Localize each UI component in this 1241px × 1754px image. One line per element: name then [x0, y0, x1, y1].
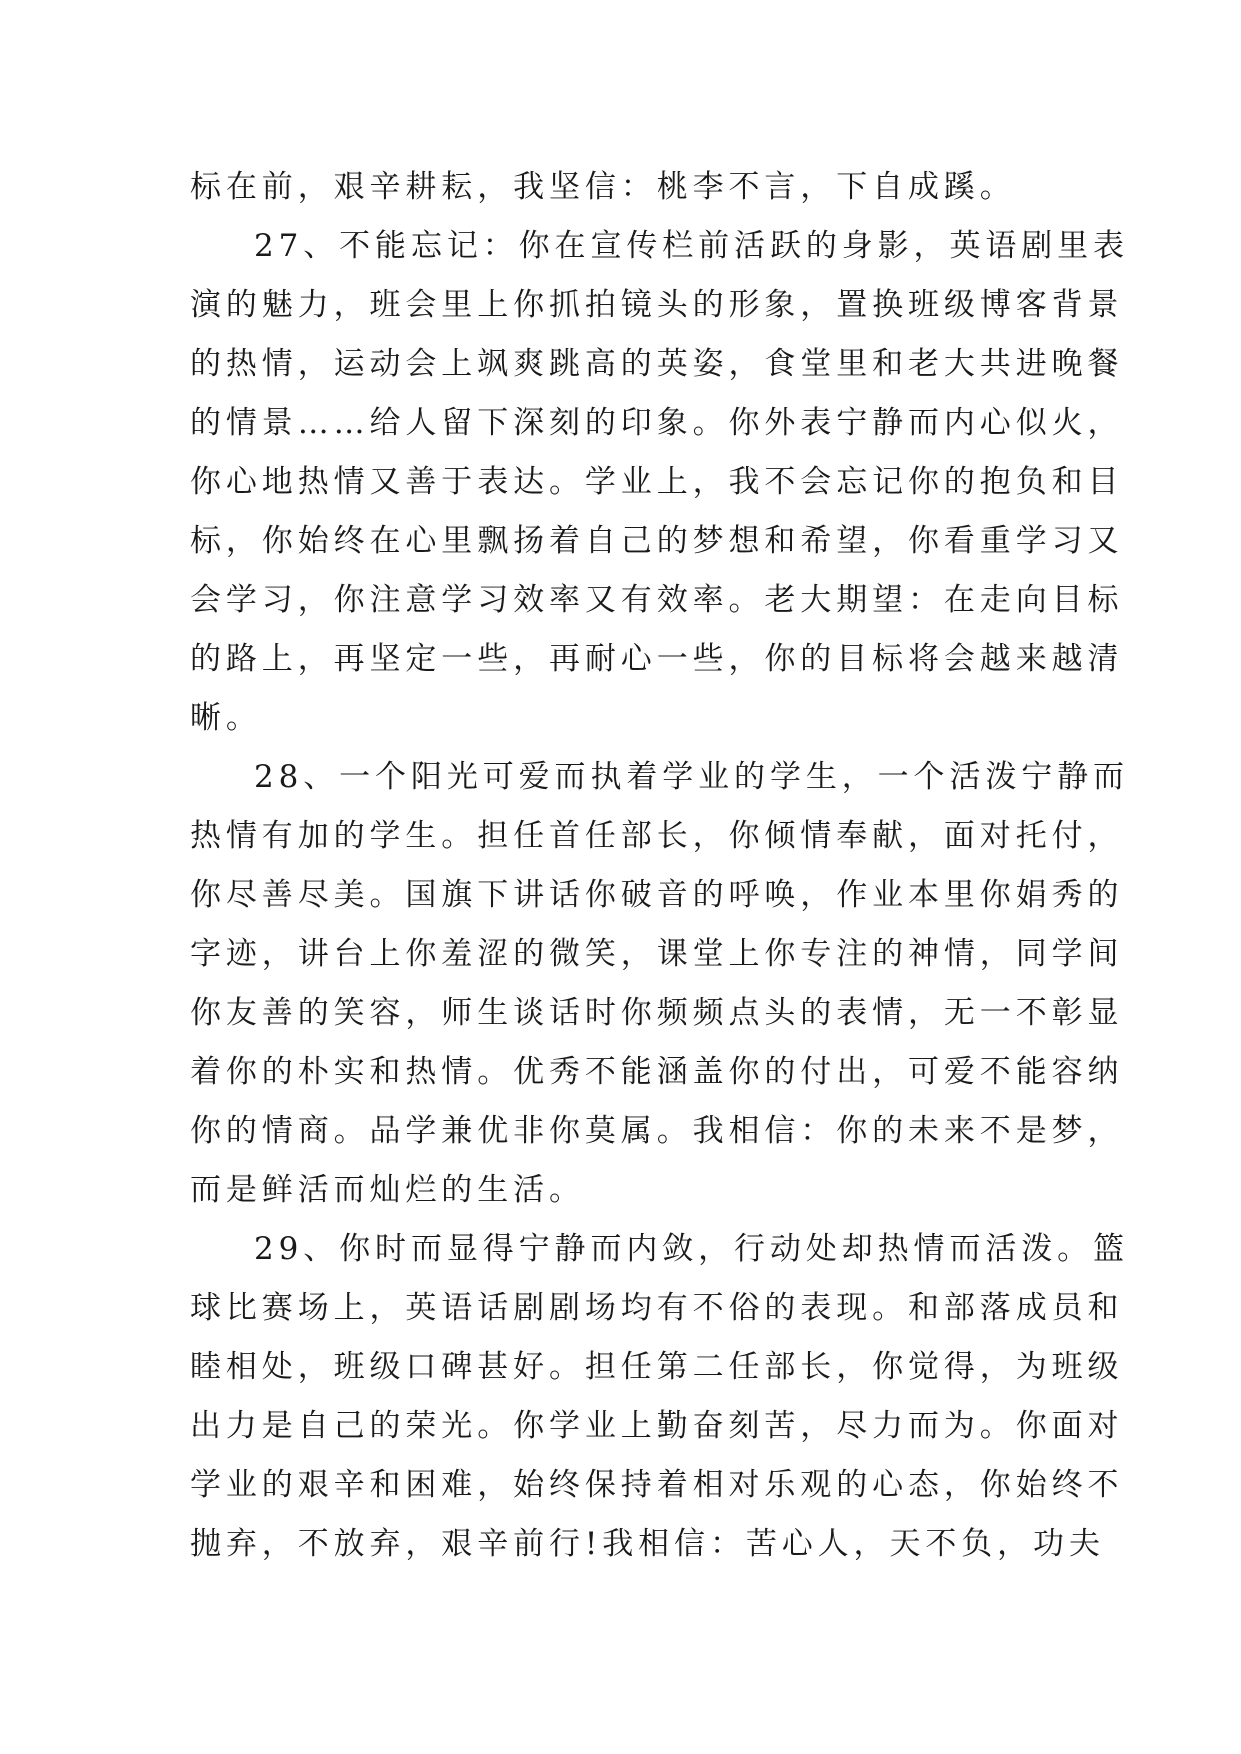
paragraph-line: 字迹，讲台上你羞涩的微笑，课堂上你专注的神情，同学间: [190, 936, 1124, 972]
paragraph-line: 标在前，艰辛耕耘，我坚信：桃李不言，下自成蹊。: [190, 169, 1016, 205]
paragraph-28-first-line: 28、一个阳光可爱而执着学业的学生，一个活泼宁静而: [254, 759, 1129, 795]
paragraph-line: 你友善的笑容，师生谈话时你频频点头的表情，无一不彰显: [190, 995, 1124, 1031]
paragraph-line: 会学习，你注意学习效率又有效率。老大期望：在走向目标: [190, 582, 1124, 618]
paragraph-line: 抛弃，不放弃，艰辛前行!我相信：苦心人，天不负，功夫: [190, 1526, 1105, 1562]
paragraph-line: 学业的艰辛和困难，始终保持着相对乐观的心态，你始终不: [190, 1467, 1124, 1503]
paragraph-line: 球比赛场上，英语话剧剧场均有不俗的表现。和部落成员和: [190, 1290, 1124, 1326]
paragraph-line: 的热情，运动会上飒爽跳高的英姿，食堂里和老大共进晚餐: [190, 346, 1124, 382]
paragraph-line: 你尽善尽美。国旗下讲话你破音的呼唤，作业本里你娟秀的: [190, 877, 1124, 913]
paragraph-line: 出力是自己的荣光。你学业上勤奋刻苦，尽力而为。你面对: [190, 1408, 1124, 1444]
paragraph-29-first-line: 29、你时而显得宁静而内敛，行动处却热情而活泼。篮: [254, 1231, 1129, 1267]
paragraph-line: 睦相处，班级口碑甚好。担任第二任部长，你觉得，为班级: [190, 1349, 1124, 1385]
paragraph-27-first-line: 27、不能忘记：你在宣传栏前活跃的身影，英语剧里表: [254, 228, 1129, 264]
document-body: [190, 158, 1129, 1574]
paragraph-line: 着你的朴实和热情。优秀不能涵盖你的付出，可爱不能容纳: [190, 1054, 1124, 1090]
paragraph-line: 的路上，再坚定一些，再耐心一些，你的目标将会越来越清: [190, 641, 1124, 677]
paragraph-line: 演的魅力，班会里上你抓拍镜头的形象，置换班级博客背景: [190, 287, 1124, 323]
paragraph-line: 你心地热情又善于表达。学业上，我不会忘记你的抱负和目: [190, 464, 1124, 500]
paragraph-line: 而是鲜活而灿烂的生活。: [190, 1172, 585, 1208]
paragraph-line: 热情有加的学生。担任首任部长，你倾情奉献，面对托付，: [190, 818, 1124, 854]
paragraph-line: 晰。: [190, 700, 262, 736]
paragraph-line: 标，你始终在心里飘扬着自己的梦想和希望，你看重学习又: [190, 523, 1124, 559]
paragraph-line: 的情景……给人留下深刻的印象。你外表宁静而内心似火，: [190, 405, 1124, 441]
paragraph-line: 你的情商。品学兼优非你莫属。我相信：你的未来不是梦，: [190, 1113, 1124, 1149]
